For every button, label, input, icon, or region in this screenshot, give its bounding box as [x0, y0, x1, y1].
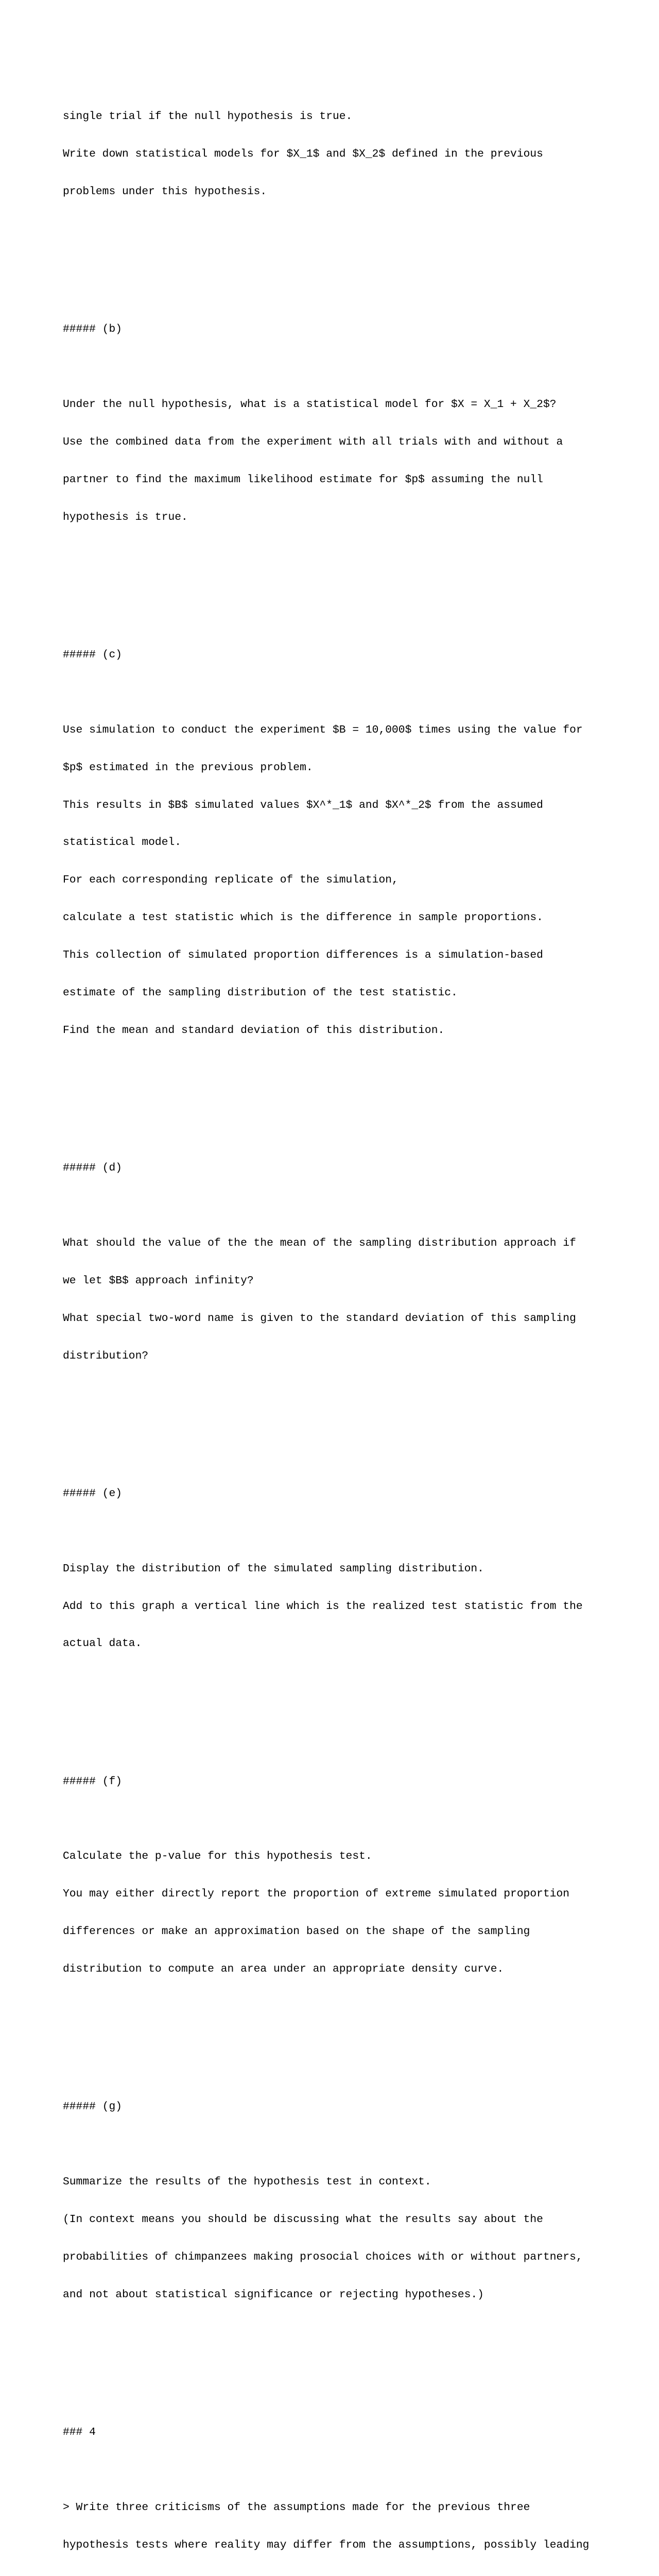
text-line: statistical model. [63, 836, 182, 849]
text-line: Calculate the p-value for this hypothesis test. [63, 1850, 372, 1863]
section-heading: ##### (d) [63, 1162, 123, 1175]
text-line: $p$ estimated in the previous problem. [63, 761, 313, 774]
text-line: differences or make an approximation based on the shape of the sampling [63, 1925, 530, 1938]
text-line: Display the distribution of the simulated sampling distribution. [63, 1562, 484, 1575]
blank-line [63, 573, 639, 586]
blockquote-line: > Write three criticisms of the assumptions made for the previous three [63, 2501, 530, 2514]
text-line: Add to this graph a vertical line which is the realized test statistic from the [63, 1600, 583, 1613]
text-line: problems under this hypothesis. [63, 185, 267, 198]
section-b [63, 298, 639, 549]
blank-line [63, 2351, 639, 2363]
section-4 [63, 2401, 639, 2576]
text-line: Under the null hypothesis, what is a statistical model for $X = X_1 + X_2$? [63, 398, 557, 411]
section-f [63, 1750, 639, 2001]
section-d [63, 1137, 639, 1387]
blank-line [63, 248, 639, 260]
text-line: actual data. [63, 1637, 142, 1650]
text-line: calculate a test statistic which is the difference in sample proportions. [63, 911, 543, 924]
text-line: You may either directly report the proportion of extreme simulated proportion [63, 1888, 570, 1901]
blockquote-line: hypothesis tests where reality may differ from the assumptions, possibly leading [63, 2538, 589, 2551]
blank-line [63, 1199, 639, 1212]
blank-line [63, 2138, 639, 2150]
blank-line [63, 361, 639, 373]
text-line: What special two-word name is given to the standard deviation of this sampling [63, 1312, 576, 1325]
text-line: Use simulation to conduct the experiment $B = 10,000$ times using the value for [63, 723, 583, 736]
text-line: Write down statistical models for $X_1$ and $X_2$ defined in the previous [63, 148, 543, 161]
text-line: For each corresponding replicate of the simulation, [63, 874, 398, 887]
blank-line [63, 2464, 639, 2476]
text-line: Find the mean and standard deviation of this distribution. [63, 1024, 445, 1037]
blank-line [63, 2026, 639, 2038]
text-line: distribution to compute an area under an appropriate density curve. [63, 1963, 504, 1976]
section-c [63, 623, 639, 1061]
text-line: (In context means you should be discussing what the results say about the [63, 2213, 543, 2226]
text-line: What should the value of the the mean of the sampling distribution approach if [63, 1236, 576, 1249]
text-line: This collection of simulated proportion differences is a simulation-based [63, 949, 543, 962]
section-e [63, 1462, 639, 1675]
blank-line [63, 1087, 639, 1099]
text-line: we let $B$ approach infinity? [63, 1274, 254, 1287]
section-heading: ##### (e) [63, 1487, 123, 1500]
text-line: hypothesis is true. [63, 511, 188, 523]
section-heading: ##### (b) [63, 323, 123, 336]
blank-line [63, 1813, 639, 1825]
text-line: Use the combined data from the experiment with all trials with and without a [63, 435, 563, 448]
text-line: single trial if the null hypothesis is true. [63, 110, 353, 123]
text-line: probabilities of chimpanzees making prosocial choices with or without partners, [63, 2250, 583, 2263]
blank-line [63, 1700, 639, 1713]
section-heading: ##### (f) [63, 1775, 123, 1788]
section-heading: ##### (g) [63, 2100, 123, 2113]
text-line: estimate of the sampling distribution of the test statistic. [63, 986, 458, 999]
blank-line [63, 686, 639, 699]
section-heading: ### 4 [63, 2426, 96, 2439]
text-line: partner to find the maximum likelihood estimate for $p$ assuming the null [63, 473, 543, 486]
blank-line [63, 1525, 639, 1537]
section-heading: ##### (c) [63, 648, 123, 661]
intro-paragraph [63, 86, 639, 223]
blank-line [63, 1412, 639, 1425]
text-line: and not about statistical significance or rejecting hypotheses.) [63, 2288, 484, 2301]
document-body [63, 60, 639, 2576]
text-line: Summarize the results of the hypothesis test in context. [63, 2176, 431, 2189]
text-line: This results in $B$ simulated values $X^*_1$ and $X^*_2$ from the assumed [63, 799, 543, 811]
text-line: distribution? [63, 1349, 149, 1362]
section-g [63, 2076, 639, 2326]
